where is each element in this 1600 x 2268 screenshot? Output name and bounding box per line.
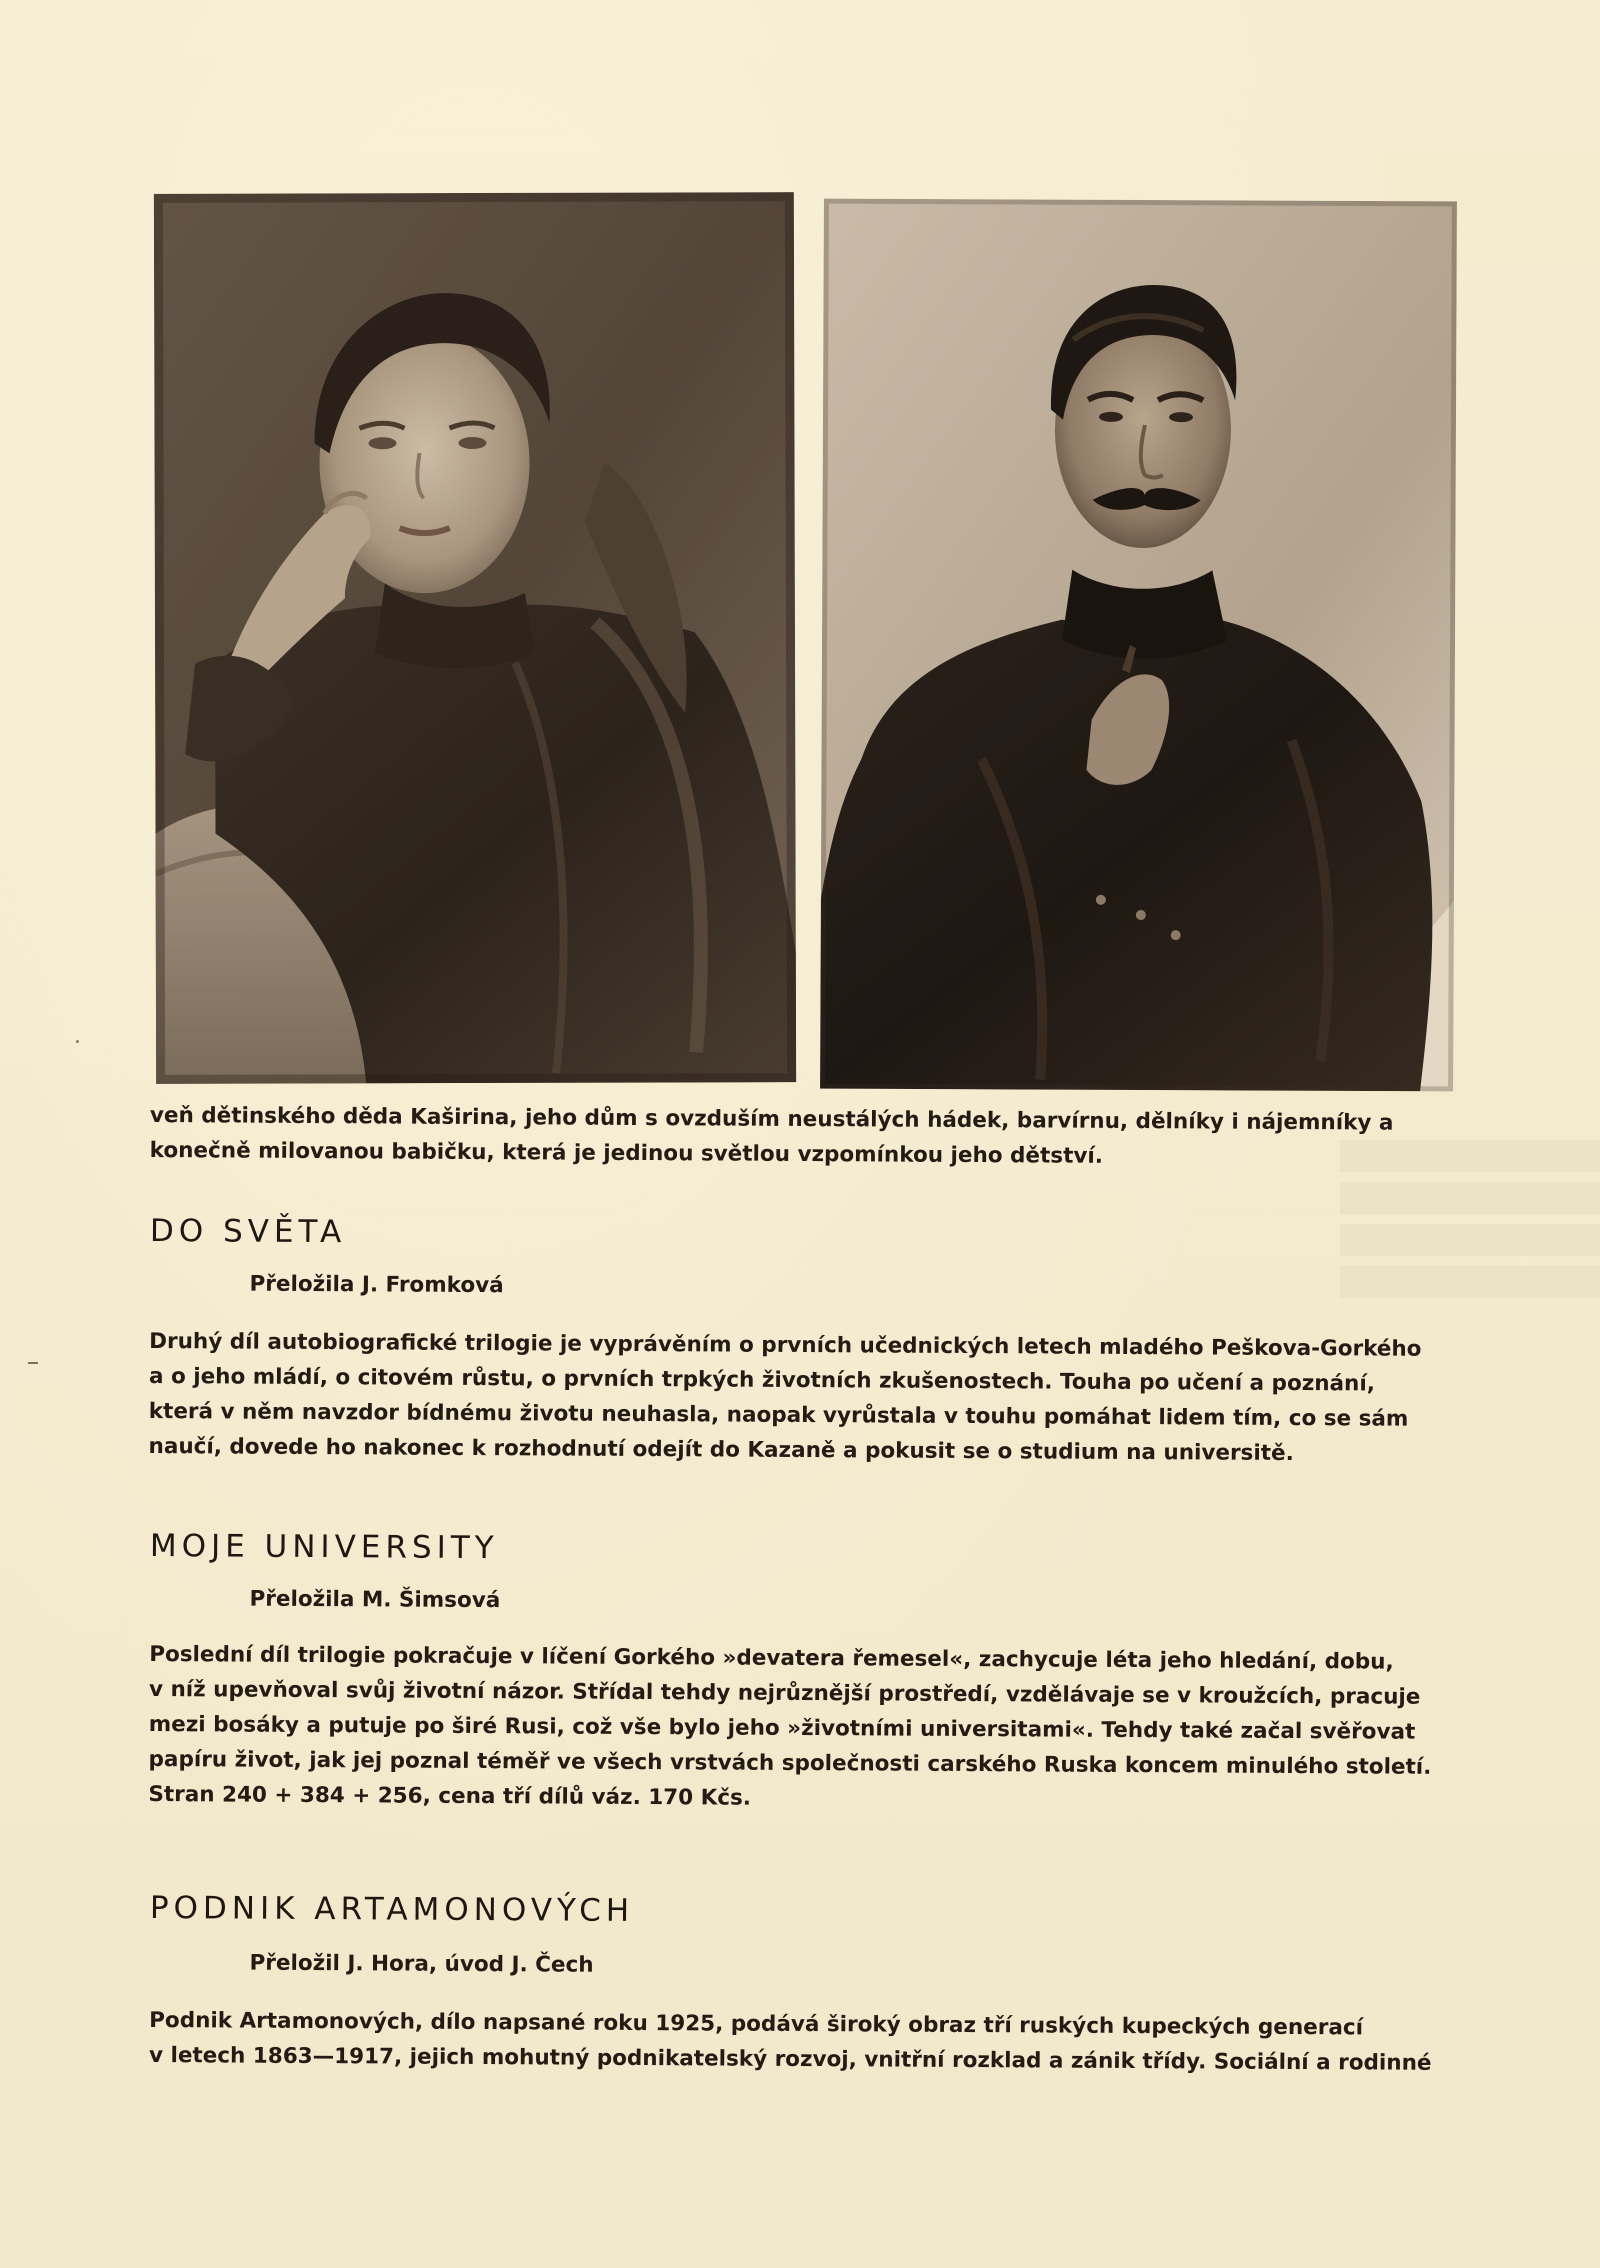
- photo-right-portrait: [820, 199, 1457, 1092]
- section-line-price: Stran 240 + 384 + 256, cena tří dílů váz. 170 Kčs.: [148, 1781, 752, 1811]
- margin-dot: [76, 1040, 79, 1043]
- section-title: MOJE UNIVERSITY: [149, 1528, 499, 1567]
- section-line: v letech 1863—1917, jejich mohutný podnikatelský rozvoj, vnitřní rozklad a zánik třídy. Sociální a rodinné: [148, 2042, 1432, 2076]
- section-line: a o jeho mládí, o citovém růstu, o prvních trpkých životních zkušenostech. Touha po učení a poznání,: [148, 1363, 1376, 1397]
- section-line: která v něm navzdor bídnému životu neuhasla, naopak vyrůstala v touhu pomáhat lidem tím, co se sám: [148, 1398, 1409, 1432]
- section-line: mezi bosáky a putuje po širé Rusi, což vše bylo jeho »životními universitami«. Tehdy také začal svěřovat: [148, 1711, 1416, 1745]
- section-translator: Přeložila M. Šimsová: [249, 1586, 501, 1614]
- section-translator: Přeložila J. Fromková: [249, 1271, 504, 1299]
- section-moje-university: [148, 1528, 1450, 1820]
- section-line: Poslední díl trilogie pokračuje v líčení Gorkého »devatera řemesel«, zachycuje léta jeho hledání, dobu,: [149, 1641, 1394, 1675]
- intro-line-1: veň dětinského děda Kaširina, jeho dům s ovzduším neustálých hádek, barvírnu, dělníky i nájemníky a: [149, 1102, 1394, 1136]
- section-line: Druhý díl autobiografické trilogie je vyprávěním o prvních učednických letech mladého Peškova-Gorkého: [149, 1328, 1422, 1362]
- intro-line-2: konečně milovanou babičku, která je jedinou světlou vzpomínkou jeho dětství.: [149, 1137, 1104, 1169]
- portrait-woman-image: [154, 192, 796, 1084]
- section-line: v níž upevňoval svůj životní názor. Střídal tehdy nejrůznější prostředí, vzdělávaje se v kroužcích, pracuje: [148, 1676, 1421, 1710]
- section-title: PODNIK ARTAMONOVÝCH: [149, 1890, 635, 1929]
- photo-left-portrait: [154, 192, 796, 1084]
- portrait-man-image: [820, 199, 1457, 1092]
- section-line: naučí, dovede ho nakonec k rozhodnutí odejít do Kazaně a pokusit se o studium na universitě.: [148, 1433, 1294, 1466]
- intro-paragraph: [150, 1098, 1450, 1176]
- section-line: Podnik Artamonových, dílo napsané roku 1925, podává široký obraz tří ruských kupeckých generací: [149, 2007, 1364, 2041]
- section-line: papíru život, jak jej poznal téměř ve všech vrstvách společnosti carského Ruska koncem minulého století.: [148, 1746, 1432, 1780]
- section-do-sveta: [148, 1213, 1450, 1472]
- margin-mark: [28, 1362, 38, 1364]
- section-translator: Přeložil J. Hora, úvod J. Čech: [249, 1950, 594, 1978]
- section-title: DO SVĚTA: [149, 1213, 347, 1251]
- section-podnik-artamonovych: [149, 1890, 1450, 2081]
